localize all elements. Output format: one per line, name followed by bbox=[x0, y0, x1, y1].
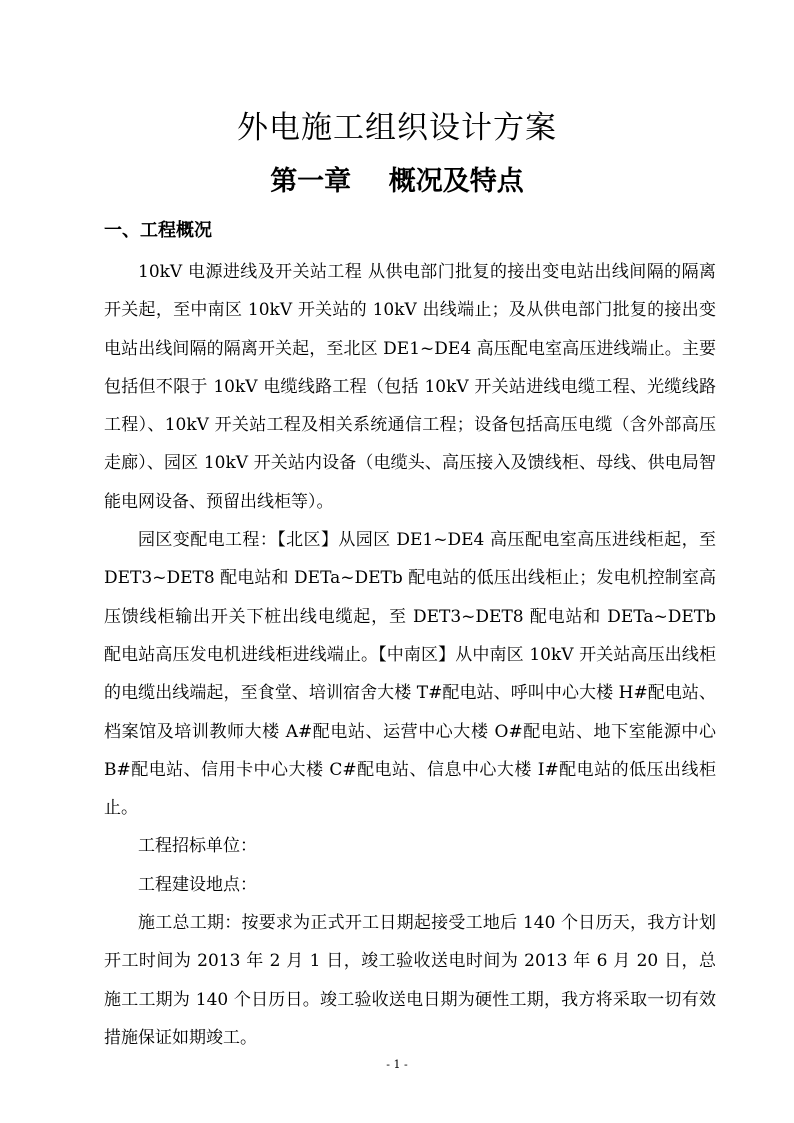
paragraph-power-supply: 10kV 电源进线及开关站工程 从供电部门批复的接出变电站出线间隔的隔离开关起，至中南区 10kV 开关站的 10kV 出线端止；及从供电部门批复的接出变电站出线间隔的隔离开关起，至北区 DE1~DE4 高压配电室高压进线端止。主要包括但不限于 10kV 电缆线路工程（包括 10kV 开关站进线电缆工程、光缆线路工程）、10kV 开关站工程及相关系统通信工程；设备包括高压电缆（含外部高压走廊）、园区 10kV 开关站内设备（电缆头、高压接入及馈线柜、母线、供电局智能电网设备、预留出线柜等）。 bbox=[104, 262, 716, 512]
paragraph-substation: 园区变配电工程：【北区】从园区 DE1~DE4 高压配电室高压进线柜起，至 DET3~DET8 配电站和 DETa~DETb 配电站的低压出线柜止；发电机控制室高压馈线柜输出开关下桩出线电缆起，至 DET3~DET8 配电站和 DETa~DETb 配电站高压发电机进线柜进线端止。【中南区】从中南区 10kV 开关站高压出线柜的电缆出线端起，至食堂、培训宿舍大楼 T#配电站、呼叫中心大楼 H#配电站、档案馆及培训教师大楼 A#配电站、运营中心大楼 O#配电站、地下室能源中心 B#配电站、信用卡中心大楼 C#配电站、信息中心大楼 I#配电站的低压出线柜止。 bbox=[104, 530, 716, 819]
document-body bbox=[104, 253, 716, 1057]
paragraph-construction-site: 工程建设地点： bbox=[138, 874, 257, 895]
paragraph-bidding-unit: 工程招标单位： bbox=[138, 836, 257, 857]
document-title: 外电施工组织设计方案 bbox=[237, 110, 557, 146]
paragraph-schedule: 施工总工期：按要求为正式开工日期起接受工地后 140 个日历天，我方计划开工时间为 2013 年 2 月 1 日，竣工验收送电时间为 2013 年 6 月 20 日，总施工工期为 140 个日历日。竣工验收送电日期为硬性工期，我方将采取一切有效措施保证如期竣工。 bbox=[104, 913, 716, 1048]
page-number: - 1 - bbox=[386, 1058, 408, 1071]
chapter-heading: 第一章 概况及特点 bbox=[270, 166, 524, 197]
section-heading: 一、工程概况 bbox=[104, 220, 212, 241]
